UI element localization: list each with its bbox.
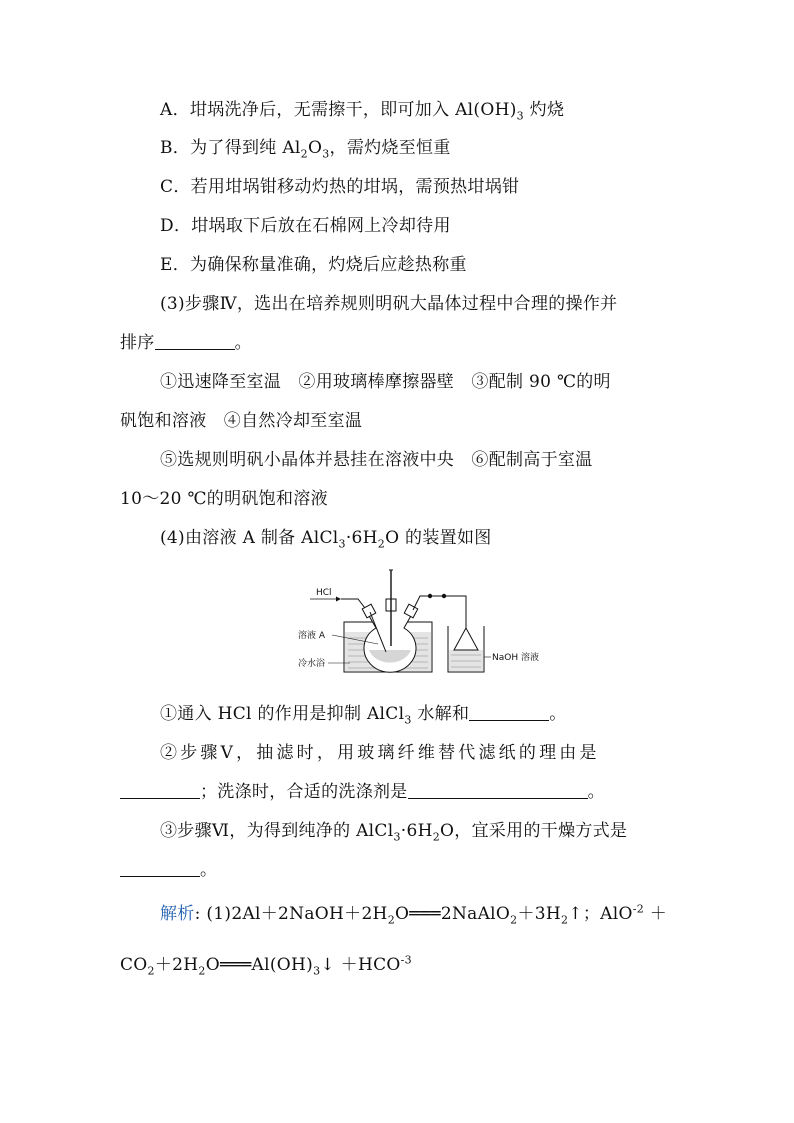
analysis-label: 解析 [160, 904, 195, 924]
q4-intro: (4)由溶液 A 制备 $AlCl_3\cdot 6H_2O$ 的装置如图 [160, 528, 492, 551]
answer-blank[interactable] [155, 331, 235, 350]
hcl-label: HCl [316, 588, 332, 598]
q3-ops-line2: 矾饱和溶液 ④自然冷却至室温 [120, 411, 363, 431]
apparatus-diagram [288, 566, 539, 678]
option-d: D．坩埚取下后放在石棉网上冷却待用 [160, 216, 451, 236]
option-b: B．为了得到纯 $Al_2O_3$，需灼烧至恒重 [160, 138, 451, 161]
q4-2-line2: ；洗涤时，合适的洗涤剂是 。 [120, 780, 605, 804]
option-e: E．为确保称量准确，灼烧后应趁热称重 [160, 255, 467, 275]
answer-blank[interactable] [408, 780, 588, 799]
answer-blank[interactable] [469, 702, 549, 721]
q3-ops-line3: ⑤选规则明矾小晶体并悬挂在溶液中央 ⑥配制高于室温 [160, 450, 593, 470]
analysis-line1: 解析: $(1)2Al+2NaOH+2H_2O═══2NaAlO_2+3H_2↑$；AlO$^{-2}$ ＋ [160, 902, 668, 927]
option-a: A．坩埚洗净后，无需擦干，即可加入 $Al(OH)_3$ 灼烧 [160, 100, 565, 123]
answer-blank[interactable] [120, 858, 200, 877]
solution-a-label: 溶液 A [298, 631, 326, 641]
q3-ops-line1: ①迅速降至室温 ②用玻璃棒摩擦器壁 ③配制 90 ℃的明 [160, 372, 611, 392]
q4-3-line1: ③步骤Ⅵ，为得到纯净的 $AlCl_3\cdot 6H_2O$，宜采用的干燥方式是 [160, 821, 628, 844]
tube-clamp-2 [442, 594, 446, 598]
outlet-tube [413, 596, 466, 628]
q4-3-line2: 。 [120, 858, 217, 882]
tube-clamp-1 [428, 594, 432, 598]
three-neck-flask [364, 614, 416, 672]
option-c: C．若用坩埚钳移动灼热的坩埚，需预热坩埚钳 [160, 177, 520, 197]
answer-blank[interactable] [120, 780, 200, 799]
analysis-line2: $CO_2+2H_2O═══Al(OH)_3↓ +HCO^{-3}$ [120, 953, 412, 978]
inverted-funnel [454, 628, 478, 650]
q3-line1: (3)步骤Ⅳ，选出在培养规则明矾大晶体过程中合理的操作并 [160, 294, 618, 314]
q4-1: ①通入 HCl 的作用是抑制 AlCl$_3$ 水解和 。 [160, 704, 567, 727]
naoh-label: NaOH 溶液 [492, 653, 539, 663]
cold-bath-label: 冷水浴 [298, 659, 326, 669]
q4-2-line1: ②步骤Ⅴ，抽滤时，用玻璃纤维替代滤纸的理由是 [160, 743, 600, 763]
q3-ops-line4: 10～20 ℃的明矾饱和溶液 [120, 489, 328, 509]
q3-line2: 排序 。 [120, 333, 252, 353]
hcl-arrow-head [336, 597, 341, 602]
naoh-solution [449, 650, 483, 671]
